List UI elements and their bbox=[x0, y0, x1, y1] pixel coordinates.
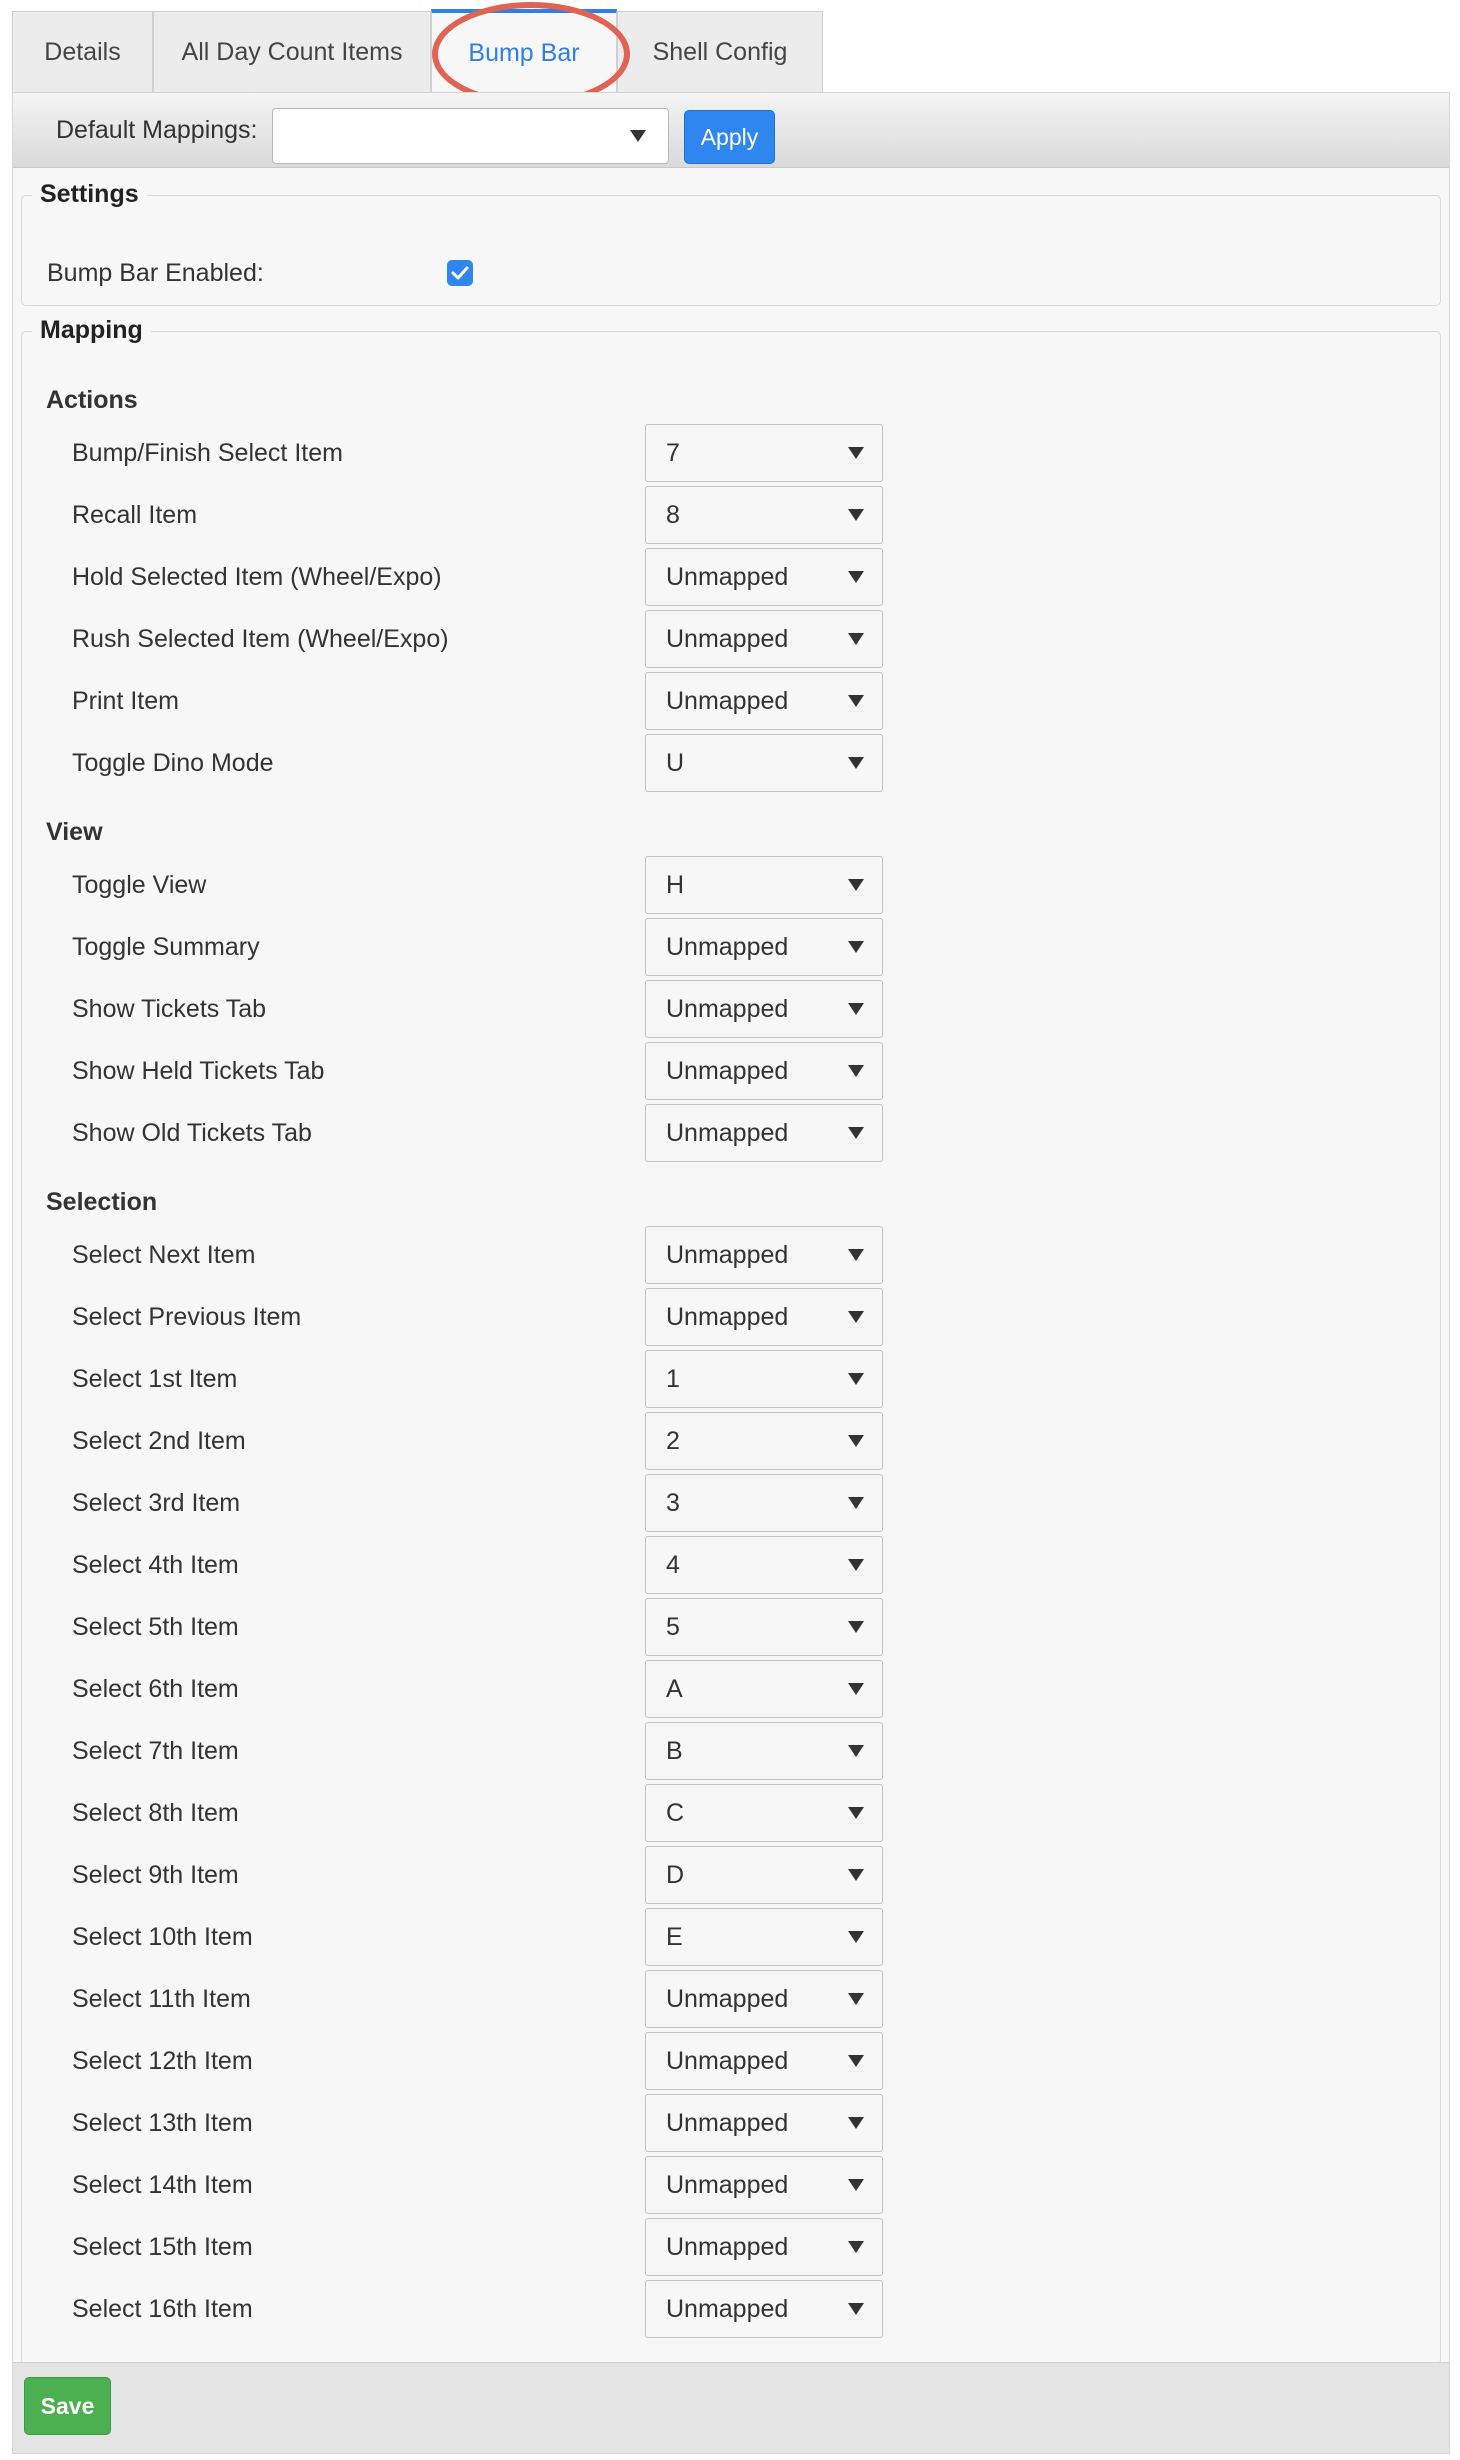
mapping-key-value: 3 bbox=[666, 1489, 680, 1517]
mapping-key-value: Unmapped bbox=[666, 1985, 789, 2013]
mapping-key-select[interactable] bbox=[645, 2156, 883, 2214]
mapping-key-value: A bbox=[666, 1675, 683, 1703]
mapping-label: Toggle Dino Mode bbox=[72, 749, 274, 777]
mapping-row bbox=[22, 1474, 1440, 1532]
mapping-key-value: 4 bbox=[666, 1551, 680, 1579]
settings-legend: Settings bbox=[32, 180, 147, 209]
footer-bar bbox=[13, 2362, 1449, 2453]
mapping-row bbox=[22, 1350, 1440, 1408]
mapping-key-value: 2 bbox=[666, 1427, 680, 1455]
mapping-key-value: Unmapped bbox=[666, 2109, 789, 2137]
mapping-key-select[interactable] bbox=[645, 980, 883, 1038]
mapping-row bbox=[22, 1784, 1440, 1842]
mapping-label: Select 12th Item bbox=[72, 2047, 253, 2075]
mapping-label: Show Tickets Tab bbox=[72, 995, 267, 1023]
mapping-row bbox=[22, 1598, 1440, 1656]
mapping-key-value: Unmapped bbox=[666, 1057, 789, 1085]
chevron-down-icon bbox=[848, 1373, 864, 1385]
mapping-key-select[interactable] bbox=[645, 1104, 883, 1162]
mapping-label: Select 1st Item bbox=[72, 1365, 238, 1393]
bump-bar-enabled-label: Bump Bar Enabled: bbox=[47, 259, 264, 287]
chevron-down-icon bbox=[848, 1869, 864, 1881]
mapping-key-select[interactable] bbox=[645, 2094, 883, 2152]
actions-heading: Actions bbox=[46, 386, 138, 414]
mapping-row bbox=[22, 548, 1440, 606]
mapping-row bbox=[22, 1288, 1440, 1346]
mapping-key-select[interactable] bbox=[645, 1350, 883, 1408]
mapping-key-value: 8 bbox=[666, 501, 680, 529]
mapping-label: Select 7th Item bbox=[72, 1737, 239, 1765]
mapping-key-select[interactable] bbox=[645, 1660, 883, 1718]
mapping-row bbox=[22, 424, 1440, 482]
view-heading: View bbox=[46, 818, 103, 846]
mapping-label: Select 3rd Item bbox=[72, 1489, 241, 1517]
mapping-key-value: Unmapped bbox=[666, 687, 789, 715]
mapping-key-value: Unmapped bbox=[666, 1119, 789, 1147]
mapping-row bbox=[22, 486, 1440, 544]
mapping-key-value: Unmapped bbox=[666, 995, 789, 1023]
mapping-row bbox=[22, 980, 1440, 1038]
save-button[interactable]: Save bbox=[24, 2377, 111, 2435]
mapping-row bbox=[22, 1042, 1440, 1100]
mapping-key-select[interactable] bbox=[645, 1288, 883, 1346]
mapping-key-value: E bbox=[666, 1923, 683, 1951]
chevron-down-icon bbox=[848, 2179, 864, 2191]
mapping-row bbox=[22, 672, 1440, 730]
mapping-row bbox=[22, 610, 1440, 668]
chevron-down-icon bbox=[848, 1559, 864, 1571]
chevron-down-icon bbox=[848, 2303, 864, 2315]
mapping-row bbox=[22, 1908, 1440, 1966]
mapping-key-value: H bbox=[666, 871, 685, 899]
mapping-key-select[interactable] bbox=[645, 548, 883, 606]
mapping-key-value: 1 bbox=[666, 1365, 680, 1393]
mapping-key-select[interactable] bbox=[645, 1908, 883, 1966]
mapping-key-select[interactable] bbox=[645, 1970, 883, 2028]
chevron-down-icon bbox=[848, 2241, 864, 2253]
chevron-down-icon bbox=[848, 1003, 864, 1015]
mapping-label: Select 2nd Item bbox=[72, 1427, 246, 1455]
mapping-key-value: U bbox=[666, 749, 685, 777]
mapping-key-select[interactable] bbox=[645, 1042, 883, 1100]
chevron-down-icon bbox=[848, 1497, 864, 1509]
chevron-down-icon bbox=[848, 1065, 864, 1077]
mapping-row bbox=[22, 1722, 1440, 1780]
mapping-row bbox=[22, 1536, 1440, 1594]
chevron-down-icon bbox=[848, 633, 864, 645]
chevron-down-icon bbox=[848, 1127, 864, 1139]
mapping-label: Recall Item bbox=[72, 501, 198, 529]
mapping-key-value: Unmapped bbox=[666, 933, 789, 961]
chevron-down-icon bbox=[848, 1621, 864, 1633]
mapping-key-select[interactable] bbox=[645, 1536, 883, 1594]
mapping-row bbox=[22, 918, 1440, 976]
mapping-row bbox=[22, 1846, 1440, 1904]
default-mappings-select[interactable] bbox=[272, 108, 669, 164]
mapping-label: Select 9th Item bbox=[72, 1861, 239, 1889]
checkmark-icon bbox=[451, 266, 469, 280]
mapping-legend: Mapping bbox=[32, 316, 151, 345]
mapping-label: Show Old Tickets Tab bbox=[72, 1119, 312, 1147]
mapping-label: Select 15th Item bbox=[72, 2233, 253, 2261]
tab-shell-config[interactable]: Shell Config bbox=[617, 11, 823, 93]
mapping-label: Toggle Summary bbox=[72, 933, 260, 961]
bump-bar-panel bbox=[12, 92, 1450, 2454]
mapping-label: Toggle View bbox=[72, 871, 207, 899]
mapping-label: Select 5th Item bbox=[72, 1613, 239, 1641]
mapping-key-value: Unmapped bbox=[666, 625, 789, 653]
mapping-key-select[interactable] bbox=[645, 2218, 883, 2276]
chevron-down-icon bbox=[848, 1745, 864, 1757]
mapping-key-select[interactable] bbox=[645, 1474, 883, 1532]
mapping-row bbox=[22, 2032, 1440, 2090]
mapping-key-value: Unmapped bbox=[666, 2233, 789, 2261]
mapping-key-value: B bbox=[666, 1737, 683, 1765]
mapping-label: Bump/Finish Select Item bbox=[72, 439, 343, 467]
mapping-key-value: Unmapped bbox=[666, 2171, 789, 2199]
chevron-down-icon bbox=[848, 1993, 864, 2005]
chevron-down-icon bbox=[848, 879, 864, 891]
mapping-row bbox=[22, 1104, 1440, 1162]
chevron-down-icon bbox=[848, 509, 864, 521]
chevron-down-icon bbox=[848, 1683, 864, 1695]
mapping-row bbox=[22, 856, 1440, 914]
tab-bump-bar[interactable]: Bump Bar bbox=[431, 9, 617, 93]
mapping-key-select[interactable] bbox=[645, 918, 883, 976]
mapping-fieldset bbox=[21, 316, 1441, 2365]
mapping-row bbox=[22, 1660, 1440, 1718]
mapping-label: Select 11th Item bbox=[72, 1985, 251, 2013]
chevron-down-icon bbox=[848, 757, 864, 769]
selection-heading: Selection bbox=[46, 1188, 158, 1216]
mapping-key-select[interactable] bbox=[645, 424, 883, 482]
mapping-label: Select Next Item bbox=[72, 1241, 256, 1269]
tab-details[interactable]: Details bbox=[12, 11, 153, 93]
mapping-key-select[interactable] bbox=[645, 1226, 883, 1284]
chevron-down-icon bbox=[848, 447, 864, 459]
mapping-key-value: 7 bbox=[666, 439, 680, 467]
mapping-key-select[interactable] bbox=[645, 1846, 883, 1904]
chevron-down-icon bbox=[630, 130, 646, 142]
chevron-down-icon bbox=[848, 941, 864, 953]
mapping-key-value: Unmapped bbox=[666, 2295, 789, 2323]
mapping-row bbox=[22, 2156, 1440, 2214]
mapping-key-value: C bbox=[666, 1799, 685, 1827]
mapping-label: Hold Selected Item (Wheel/Expo) bbox=[72, 563, 442, 591]
chevron-down-icon bbox=[848, 571, 864, 583]
chevron-down-icon bbox=[848, 1931, 864, 1943]
mapping-label: Select 14th Item bbox=[72, 2171, 253, 2199]
mapping-key-value: Unmapped bbox=[666, 2047, 789, 2075]
chevron-down-icon bbox=[848, 2117, 864, 2129]
mapping-row bbox=[22, 2218, 1440, 2276]
mapping-key-value: Unmapped bbox=[666, 563, 789, 591]
mapping-key-select[interactable] bbox=[645, 1722, 883, 1780]
mapping-label: Select 13th Item bbox=[72, 2109, 253, 2137]
mapping-label: Select Previous Item bbox=[72, 1303, 302, 1331]
mapping-row bbox=[22, 734, 1440, 792]
mapping-row bbox=[22, 1970, 1440, 2028]
mapping-row bbox=[22, 1412, 1440, 1470]
mapping-label: Select 8th Item bbox=[72, 1799, 239, 1827]
chevron-down-icon bbox=[848, 1249, 864, 1261]
mapping-key-select[interactable] bbox=[645, 2280, 883, 2338]
mapping-key-select[interactable] bbox=[645, 672, 883, 730]
chevron-down-icon bbox=[848, 695, 864, 707]
mapping-key-select[interactable] bbox=[645, 856, 883, 914]
mapping-label: Select 6th Item bbox=[72, 1675, 239, 1703]
mapping-label: Select 10th Item bbox=[72, 1923, 253, 1951]
default-mappings-label: Default Mappings: bbox=[56, 116, 258, 144]
mapping-label: Select 16th Item bbox=[72, 2295, 253, 2323]
mapping-row bbox=[22, 2280, 1440, 2338]
mapping-key-value: Unmapped bbox=[666, 1241, 789, 1269]
settings-fieldset bbox=[21, 180, 1441, 306]
mapping-label: Show Held Tickets Tab bbox=[72, 1057, 325, 1085]
mapping-row bbox=[22, 1226, 1440, 1284]
mapping-key-select[interactable] bbox=[645, 486, 883, 544]
chevron-down-icon bbox=[848, 1311, 864, 1323]
mapping-key-value: 5 bbox=[666, 1613, 680, 1641]
mapping-key-value: D bbox=[666, 1861, 685, 1889]
mapping-key-select[interactable] bbox=[645, 1784, 883, 1842]
tab-all-day-count-items[interactable]: All Day Count Items bbox=[153, 11, 431, 93]
chevron-down-icon bbox=[848, 1807, 864, 1819]
mapping-label: Select 4th Item bbox=[72, 1551, 239, 1579]
mapping-label: Rush Selected Item (Wheel/Expo) bbox=[72, 625, 449, 653]
mapping-label: Print Item bbox=[72, 687, 179, 715]
mapping-key-select[interactable] bbox=[645, 1412, 883, 1470]
chevron-down-icon bbox=[848, 2055, 864, 2067]
apply-button[interactable]: Apply bbox=[684, 110, 775, 164]
mapping-key-select[interactable] bbox=[645, 1598, 883, 1656]
bump-bar-enabled-checkbox[interactable] bbox=[447, 260, 473, 286]
toolbar bbox=[13, 93, 1449, 168]
mapping-key-select[interactable] bbox=[645, 610, 883, 668]
chevron-down-icon bbox=[848, 1435, 864, 1447]
mapping-row bbox=[22, 2094, 1440, 2152]
mapping-key-select[interactable] bbox=[645, 734, 883, 792]
mapping-key-select[interactable] bbox=[645, 2032, 883, 2090]
mapping-key-value: Unmapped bbox=[666, 1303, 789, 1331]
